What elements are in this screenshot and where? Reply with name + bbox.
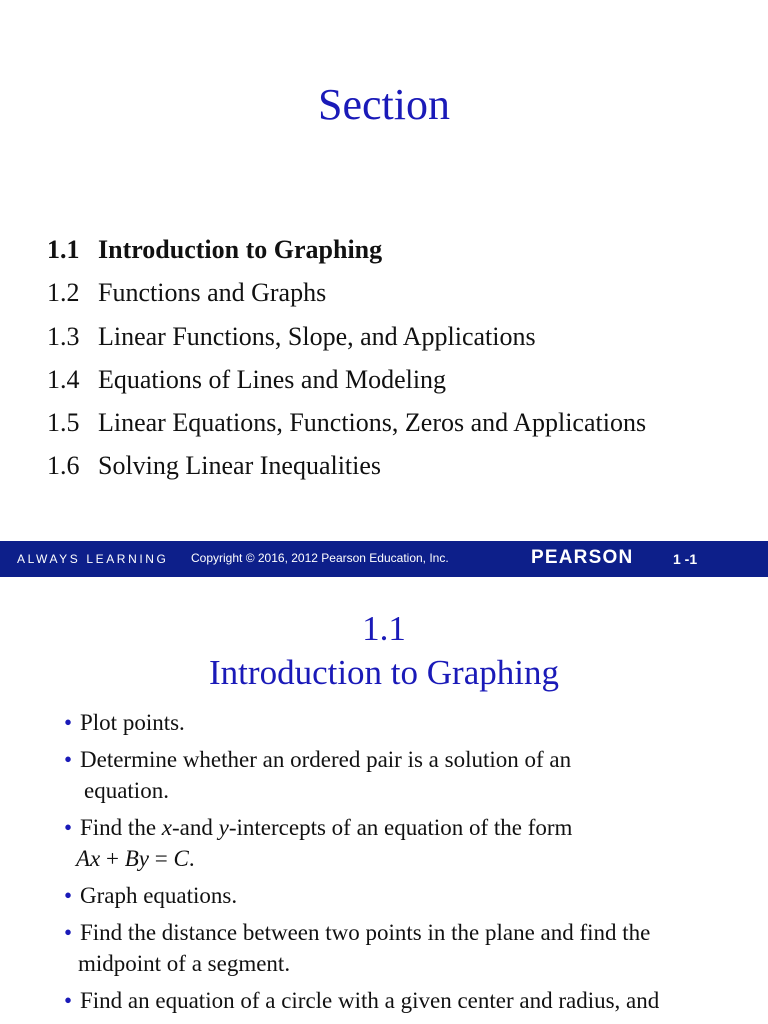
footer-bar <box>0 541 768 577</box>
objective-item <box>64 707 659 738</box>
section-item-1-4 <box>47 358 646 401</box>
section-item-1-2 <box>47 271 646 314</box>
section-number: 1.1 <box>47 235 80 264</box>
eq-term: C <box>173 846 189 871</box>
section-label: Introduction to Graphing <box>98 235 383 264</box>
section-label: Linear Functions, Slope, and Applications <box>98 321 536 351</box>
text-run: -intercepts of an equation of the form <box>228 815 573 840</box>
variable-y: y <box>218 815 229 840</box>
section-label: Linear Equations, Functions, Zeros and Applications <box>98 408 647 438</box>
slide2-title: Introduction to Graphing <box>209 653 559 692</box>
eq-operator: + <box>100 846 125 871</box>
objective-item <box>64 744 659 806</box>
eq-operator: = <box>149 846 174 871</box>
section-list <box>47 228 646 488</box>
objective-item <box>64 985 659 1016</box>
section-number: 1.3 <box>47 321 80 351</box>
section-item-1-3 <box>47 315 646 358</box>
objective-text: Plot points. <box>80 710 185 735</box>
section-item-1-5 <box>47 401 646 444</box>
objectives-list <box>64 707 659 1022</box>
section-number: 1.6 <box>47 451 80 481</box>
bullet-icon: • <box>64 747 73 772</box>
slide-title: Section <box>318 80 450 129</box>
bullet-icon: • <box>64 988 73 1013</box>
section-item-1-1 <box>47 228 646 271</box>
page-number: 1 -1 <box>673 551 698 567</box>
objective-text <box>80 815 572 840</box>
equation-standard-form <box>64 843 659 874</box>
objective-text: Find the distance between two points in the plane and find the <box>80 920 651 945</box>
variable-x: x <box>161 815 172 840</box>
objective-text-continued: midpoint of a segment. <box>78 951 291 976</box>
section-label: Functions and Graphs <box>98 278 327 308</box>
objective-item <box>64 880 659 911</box>
section-label: Equations of Lines and Modeling <box>98 364 447 394</box>
pearson-logo: PEARSON <box>531 547 634 568</box>
text-run: Find the <box>80 815 162 840</box>
section-number: 1.5 <box>47 408 80 438</box>
bullet-icon: • <box>64 883 73 908</box>
objective-text: Find an equation of a circle with a given center and radius, and <box>80 988 660 1013</box>
eq-term: Ax <box>76 846 101 871</box>
objective-text: Determine whether an ordered pair is a solution of an <box>80 747 572 772</box>
section-item-1-6 <box>47 444 646 487</box>
objective-text: Graph equations. <box>80 883 238 908</box>
bullet-icon: • <box>64 710 73 735</box>
section-number: 1.2 <box>47 278 80 308</box>
objective-item <box>64 917 659 979</box>
eq-period: . <box>188 846 195 871</box>
footer-tagline: ALWAYS LEARNING <box>17 552 169 566</box>
objective-item <box>64 812 659 874</box>
section-number: 1.4 <box>47 364 80 394</box>
section-label: Solving Linear Inequalities <box>98 451 382 481</box>
bullet-icon: • <box>64 815 73 840</box>
slide2-section-number: 1.1 <box>362 609 406 648</box>
bullet-icon: • <box>64 920 73 945</box>
eq-term: By <box>124 846 150 871</box>
text-run: -and <box>172 815 219 840</box>
footer-copyright: Copyright © 2016, 2012 Pearson Education, Inc. <box>191 551 449 565</box>
objective-text-continued: equation. <box>84 778 169 803</box>
